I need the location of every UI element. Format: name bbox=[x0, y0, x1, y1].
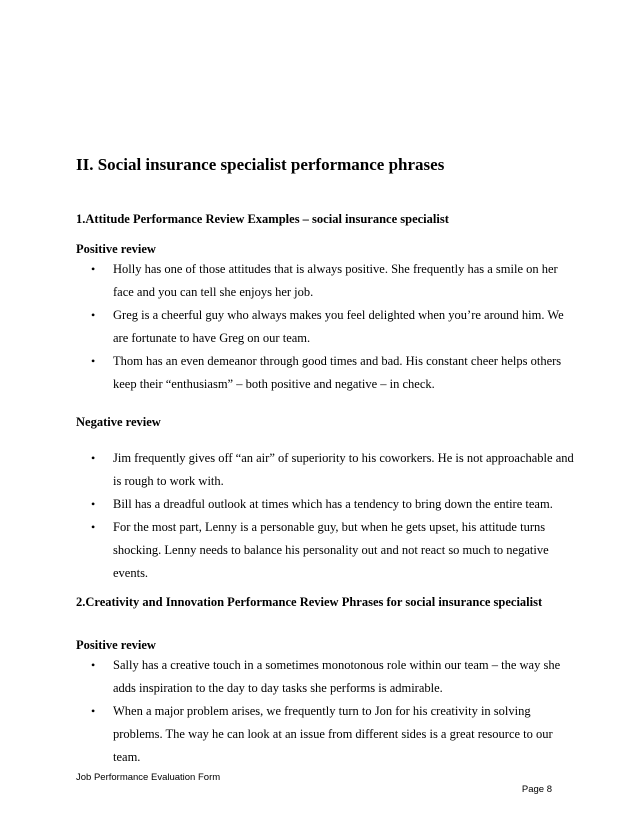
list-item-text: For the most part, Lenny is a personable guy, but when he gets upset, his attitude turns shocking. Lenny needs to balance his personality out and not react so much to negative events. bbox=[113, 520, 549, 580]
list-item-text: Greg is a cheerful guy who always makes you feel delighted when you’re around him. We are fortunate to have Greg on our team. bbox=[113, 308, 564, 345]
attitude-positive-list bbox=[76, 258, 576, 396]
attitude-section-heading: 1.Attitude Performance Review Examples – social insurance specialist bbox=[76, 212, 449, 226]
footer-page-number: Page 8 bbox=[521, 784, 552, 795]
list-item bbox=[76, 447, 576, 493]
list-item-text: Bill has a dreadful outlook at times which has a tendency to bring down the entire team. bbox=[113, 497, 553, 511]
bullet-icon: • bbox=[91, 497, 96, 511]
list-item bbox=[76, 258, 576, 304]
list-item-text: When a major problem arises, we frequently turn to Jon for his creativity in solving problems. The way he can look at an issue from different sides is a great resource to our team. bbox=[113, 704, 553, 764]
list-item bbox=[76, 654, 576, 700]
list-item bbox=[76, 304, 576, 350]
creativity-positive-label: Positive review bbox=[76, 638, 156, 652]
list-item bbox=[76, 700, 576, 769]
bullet-icon: • bbox=[91, 262, 96, 276]
list-item-text: Jim frequently gives off “an air” of superiority to his coworkers. He is not approachable and is rough to work with. bbox=[113, 451, 574, 488]
list-item-text: Holly has one of those attitudes that is always positive. She frequently has a smile on her face and you can tell she enjoys her job. bbox=[113, 262, 558, 299]
list-item-text: Thom has an even demeanor through good times and bad. His constant cheer helps others keep their “enthusiasm” – both positive and negative – in check. bbox=[113, 354, 562, 391]
section-title: II. Social insurance specialist performance phrases bbox=[76, 155, 445, 174]
attitude-negative-list bbox=[76, 447, 576, 585]
list-item bbox=[76, 350, 576, 396]
bullet-icon: • bbox=[91, 520, 96, 534]
bullet-icon: • bbox=[91, 658, 96, 672]
bullet-icon: • bbox=[91, 354, 96, 368]
footer-form-name: Job Performance Evaluation Form bbox=[76, 772, 221, 783]
bullet-icon: • bbox=[91, 704, 96, 718]
list-item-text: Sally has a creative touch in a sometimes monotonous role within our team – the way she adds inspiration to the day to day tasks she performs is admirable. bbox=[113, 658, 561, 695]
creativity-section-heading: 2.Creativity and Innovation Performance Review Phrases for social insurance specialist bbox=[76, 595, 543, 609]
creativity-positive-list bbox=[76, 654, 576, 769]
bullet-icon: • bbox=[91, 308, 96, 322]
list-item bbox=[76, 516, 576, 585]
attitude-negative-label: Negative review bbox=[76, 415, 161, 429]
attitude-positive-label: Positive review bbox=[76, 242, 156, 256]
bullet-icon: • bbox=[91, 451, 96, 465]
list-item bbox=[76, 493, 576, 516]
